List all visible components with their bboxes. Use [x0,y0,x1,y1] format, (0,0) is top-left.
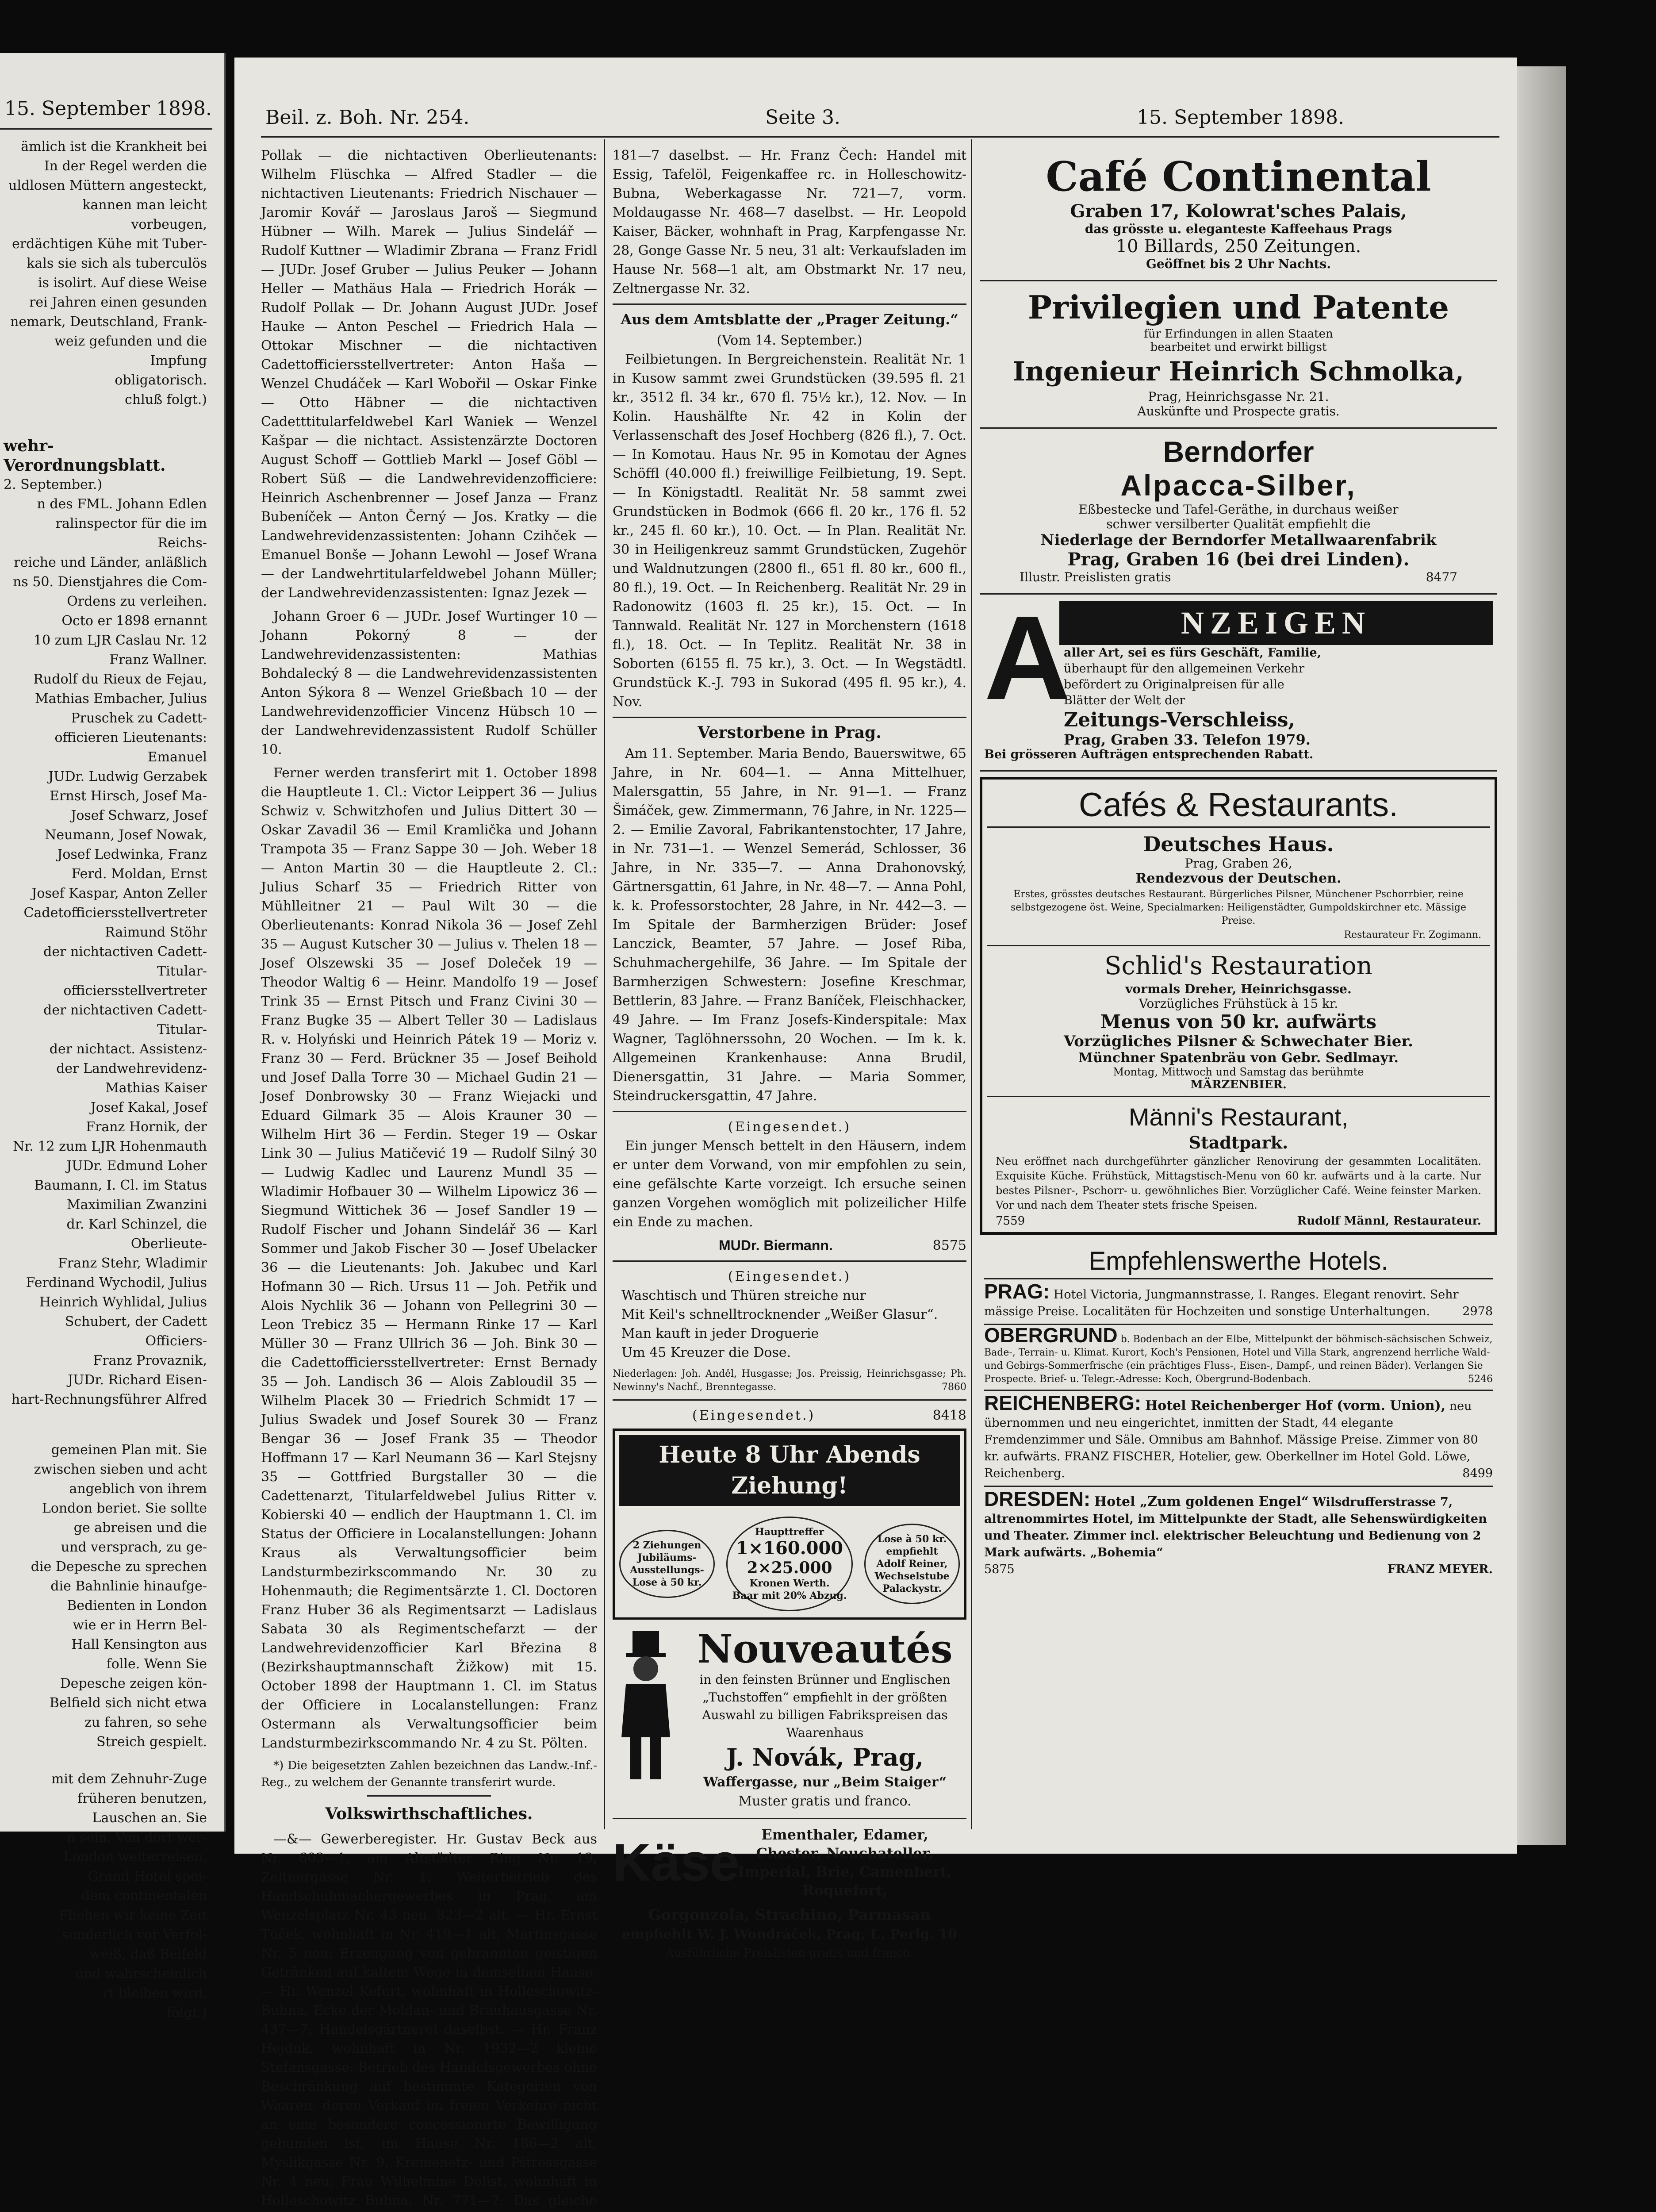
patente-title: Privilegien und Patente [1027,288,1449,326]
kaese-line: Imperial, Brie, Camenbert, Roquefort, [738,1863,952,1899]
text-line: Josef Schwarz, Josef [71,808,207,823]
text-line: zwischen sieben und acht [34,1462,207,1477]
text-line: London weiterreisen, [63,1849,207,1865]
text-line: Cadetofficiersstellvertreter [23,905,207,921]
text-line: Josef Kakal, Josef [90,1100,207,1115]
text-line: nemark, Deutschland, Frank- [10,314,207,330]
divider [613,717,966,718]
hotel-head: Hotel „Zum goldenen Engel“ [1094,1494,1309,1509]
maenni-title: Männi's Restaurant, [1128,1103,1349,1131]
kaese-note: Ausführliche Preislisten gratis und franco. [666,1947,913,1960]
schlid-line: Vorzügliches Frühstück à 15 kr. [1138,996,1338,1011]
text-line: Grand Hotel spei- [88,1869,207,1884]
text-line: der nichtact. Assistenz- [49,1041,207,1057]
text-line: angeblich von ihrem [69,1481,207,1497]
text-line: Bedienten in London [67,1598,207,1613]
kaese-ad [613,1819,966,1906]
text-line: früheren benutzen, [77,1791,207,1806]
text-line: Maximilian Zwanzini [66,1197,207,1213]
ein2-line: Um 45 Kreuzer die Dose. [621,1345,791,1360]
text-line: In der Regel werden die [44,158,207,174]
col1-register: —&— Gewerberegister. Hr. Gustav Beck aus Nr. 603—1, am Altstädter Ring Nr. 19, Zeltnergasse Nr. 1: Weiterbetrieb des Handschuhmachergewerbes in Prag, am Wenzelsplatz Nr. 43 neu, 823—2 alt. — Hr. Ernst Tuček, wohnhaft in Nr. 419—1 alt, Martinsgasse Nr. 5 neu: Erzeugung von gebrannten geistigen Getränken auf kaltem Wege in demselben Hause. — Hr. Wenzel Kefurt, wohnhaft in Holleschowitz-Bubna, Ecke der Moldau- und Bräuhausgasse Nr. 437—7: Handelsgärtnerei daselbst. — Hr. Franz Hejduk, wohnhaft in Nr. 1932—2 kleine Stefansgasse: Betrieb des Handelsgewerbes ohne Beschränkung auf bestimmte Kategorien von Waaren, deren Verkauf im freien Verkehre nicht an eine besondere concessionirte Bewilligung gebunden ist, im Hause Nr. 186—2 alt, Myslikgasse Nr. 9, Kremenetz- und Pštrossgasse Nr. 4 neu; Frau Wilhelmine Dolist, wohnhaft in Holleschowitz Bubna, Nr. 771—7: Das gleiche [261,1832,597,2208]
cafe-continental-ad [980,146,1497,281]
text-line: ämlich ist die Krankheit bei [21,139,207,154]
text-line: Hall Kensington aus [71,1637,207,1652]
column-2 [613,146,966,1960]
text-line: JUDr. Ludwig Gerzabek [48,769,207,784]
berndorf-footer [984,570,1493,584]
col1-para: Pollak — die nichtactiven Oberlieutenants: Wilhelm Flüschka — Alfred Stadler — die nichtactiven Lieutenants: Friedrich Nischauer — Jaromir Kovář — Jaroslaus Jaroš — Siegmund Hübner — Wilh. Marek — Julius Sindelář — Rudolf Kuttner — Wladimir Zbrana — Franz Fridl — JUDr. Josef Gruber — Julius Peuker — Johann Heller — Mathäus Hala — Friedrich Horák — Rudolf Pollak — Dr. Johann August JUDr. Josef Hauke — Anton Peschel — Friedrich Hala — Ottokar Mischner — die nichtactiven Cadettofficiersstellvertreter: Anton Haša — Wenzel Chudáček — Karl Wobořil — Oskar Finke — Otto Häbner — die nichtactiven Cadetttitularfeldwebel Karl Waniek — Wenzel Kašpar — die nichtact. Assistenzärzte Doctoren August Schoff — Gottlieb Markl — Josef Göbl — Robert Süß — die Landwehrevidenzofficiere: Heinrich Aschenbrenner — Josef Janza — Franz Bubeníček — Anton Černý — Jos. Kratky — die Landwehrevidenzassistenten: Johann Czihček — Emanuel Bonše — Johann Lewohl — Josef Wrana — der Landwehrtitularfeldwebel Johann Müller; der Landwehrevidenzassistenten: Ignaz Jezek — [261,148,597,601]
text-line: folle. Wenn Sie [106,1656,207,1672]
oval-line: 2 Ziehungen [632,1540,702,1551]
text-line: Lauschen an. Sie [92,1810,207,1826]
text-line: chluß folgt.) [125,392,207,407]
ein2-small [613,1367,966,1394]
text-line: officiersstellvertreter [63,983,207,998]
schlid-line: vormals Dreher, Heinrichsgasse. [1125,982,1352,996]
text-line: hart-Rechnungsführer Alfred [11,1392,207,1407]
nouveautes-address: Waffergasse, nur „Beim Staiger“ [703,1774,947,1790]
dh-text: Erstes, grösstes deutsches Restaurant. Bürgerliches Pilsner, Münchener Pschorrbier, reine selbstgezogene öst. Weine, Specialmarken: Heiligenstädter, Gumpoldskirchner etc. Mässige Preise. [1010,889,1467,926]
dh-line: Prag, Graben 26, [1184,856,1292,871]
column-1 [261,146,597,2208]
text-line: Josef Kaspar, Anton Zeller [31,886,207,901]
hotel-dresden [984,1487,1493,1582]
schlid-line: Vorzügliches Pilsner & Schwechater Bier. [1063,1033,1414,1050]
dh-signature: Restaurateur Fr. Zogimann. [987,929,1490,946]
ein1-signature: MUDr. Biermann. [719,1237,833,1253]
lottery-ovals [615,1510,964,1617]
text-line: officieren Lieutenants: Emanuel [54,730,207,765]
text-line: dem continentalen [81,1888,207,1904]
text-line: Josef Ledwinka, Franz [57,847,207,862]
text-line: die Depesche zu sprechen [31,1559,207,1575]
text-line: ge abreisen und die [73,1520,207,1536]
divider [613,1399,966,1401]
hotel-text: Wilsdrufferstrasse 7, altrenommirtes Hotel, im Mittelpunkte der Stadt, alle Sehenswürdigkeiten und Theater. Zimmer incl. elektrischer Beleuchtung und Bedienung von 2 Mark aufwärts. „Bohemia“ [984,1495,1487,1559]
text-line: Ordens zu verleihen. [67,594,207,609]
berndorf-line: Eßbestecke und Tafel-Geräthe, in durchaus weißer [1078,502,1399,517]
hotel-text: neu übernommen und neu eingerichtet, inmitten der Stadt, 44 elegante Fremdenzimmer und Säle. Omnibus am Bahnhof. Mässige Preise. Zimmer von 80 kr. aufwärts. FRANZ FISCHER, Hotelier, gew. Oberkellner im Hotel Gold. Löwe, Reichenberg. [984,1399,1478,1480]
text-line: Baumann, I. Cl. im Status [34,1178,207,1193]
oval-line: Ausstellungs- [630,1564,704,1576]
oval-line: Jubiläums- [637,1552,697,1563]
left-page [0,53,226,2020]
anzeigen-title: NZEIGEN [1059,601,1493,645]
text-line: und wahrscheinlich [75,1966,207,1982]
oval-line: 2×25.000 [747,1559,832,1577]
cafe-line: Geöffnet bis 2 Uhr Nachts. [1146,257,1331,271]
text-line: Neumann, Josef Nowak, [45,827,207,843]
col1-para: Johann Groer 6 — JUDr. Josef Wurtinger 10 — Johann Pokorný 8 — der Landwehrevidenzassistenten: Mathias Bohdalecký 8 — die Landwehrevidenzassistenten Anton Sýkora 8 — Wenzel Grießbach 10 — der Landwehrevidenzofficier Vincenz Hübsch 10 — der Landwehrevidenzassistent Rudolf Schüller 10. [261,609,597,757]
left-page-text [4,137,207,2023]
kaese-line: Chester, Neuchateller, [756,1845,934,1862]
col1-para: Ferner werden transferirt mit 1. October 1898 die Hauptleute 1. Cl.: Victor Leippert 36 — Julius Schwiz v. Schwitzhofen und Julius Dittert 30 — Oskar Zavadil 36 — Emil Kramlička und Johann Trampota 35 — Franz Sappe 30 — Joh. Weber 18 — Anton Martin 30 — die Hauptleute 2. Cl.: Julius Scharf 35 — Friedrich Ritter von Mühlleitner 21 — Paul Wilt 30 — die Oberlieutenants: Konrad Nikola 36 — Josef Zehl 35 — August Kutscher 30 — Julius v. Thelen 18 — Josef Olszewski 35 — Josef Doleček 19 — Theodor Waltig 6 — Heinr. Mandolfo 19 — Josef Trink 35 — Ernst Pitsch und Franz Civini 30 — Franz Bugke 35 — Albert Teller 30 — Ladislaus R. v. Holyński und Heinrich Pátek 19 — Moriz v. Franz 30 — Ferd. Brückner 35 — Josef Beihold und Josef Dalla Torre 30 — Michael Gudin 21 — Josef Donbrowsky 30 — Franz Wiejacki und Eduard Gilmark 35 — Alois Krauner 30 — Wilhelm Hirt 36 — Ferdin. Steger 19 — Oskar Link 30 — Julius Matičević 19 — Rudolf Silný 30 — Ludwig Kadlec und Laurenz Mundl 35 — Wladimir Hofbauer 30 — Wilhelm Lipowicz 36 — Siegmund Wittichek 36 — Josef Sandler 19 — Rudolf Fischer und Johann Sindelář 36 — Karl Sommer und Jakob Fischer 30 — Josef Ubelacker 36 — die Lieutenants: Joh. Jakubec und Karl Hofmann 30 — Rich. Ursus 11 — Joh. Petřik und Alois Nychlik 36 — Johann von Pellegrini 30 — Leon Trebicz 35 — Hermann Rinke 17 — Karl Müller 30 — Franz Ullrich 36 — Joh. Bink 30 — die Cadettofficiersstellvertreter: Ernst Bernady 35 — Joh. Landisch 36 — Alois Zabloudil 35 — Wilhelm Placek 30 — Friedrich Schmidt 17 — Julius Swadek und Josef Sourek 30 — Franz Bengar 36 — Josef Frank 35 — Theodor Hoffmann 17 — Karl Neumann 36 — Karl Stejsny 35 — Gottfried Burgstaller 30 — die Cadettenarzt, Titularfeldwebel Julius Ritter v. Kobierski 40 — endlich der Hauptmann 1. Cl. im Status der Officiere in Localanstellungen: Johann Kraus als Verwaltungsofficier beim Landsturmbezirkscommando Nr. 30 zu Hohenmauth; die Regimentsärzte 1. Cl. Doctoren Franz Huber 36 als Regimentsarzt — Ladislaus Sabata 30 als Regimentschefarzt — der Landwehrevidenzofficier Karl Březina 8 (Bezirkshauptmannschaft Žižkow) mit 15. October 1898 der Hauptmann 1. Cl. im Status der Officiere in Localanstellungen: Franz Ostermann als Verwaltungsofficier beim Landsturmbezirkscommando Nr. 4 zu St. Pölten. [261,765,597,1751]
dh-line: Rendezvous der Deutschen. [1135,871,1342,886]
left-page-lines-2 [4,495,207,1409]
col2-top-para: 181—7 daselbst. — Hr. Franz Čech: Handel mit Essig, Tafelöl, Feigenkaffee rc. in Holleschowitz-Bubna, Weberkagasse Nr. 721—7, vorm. Moldaugasse Nr. 468—7 daselbst. — Hr. Leopold Kaiser, Bäcker, wohnhaft in Prag, Karpfengasse Nr. 28, Gonge Gasse Nr. 5 neu, 31 alt: Verkaufsladen im Hause Nr. 568—1 alt, am Obstmarkt Nr. 17 neu, Zeltnergasse Nr. 32. [613,148,966,296]
maenni-text: Neu eröffnet nach durchgeführter gänzlicher Renovirung der gesammten Localitäten. Exquisite Küche. Frühstück, Mittagstisch-Menu von 60 kr. aufwärts und à la carte. Nur bestes Pilsner-, Pschorr- u. gewöhnliches Bier. Vorzüglicher Café. Weine feinster Marken. Vor und nach dem Theater stets frische Speisen. [996,1155,1481,1211]
amtsblatt-title: Aus dem Amtsblatte der „Prager Zeitung.“ [621,311,958,328]
maenni-number: 7559 [996,1214,1025,1228]
hotel-number: 2978 [1462,1305,1493,1318]
hotel-obergrund [984,1325,1493,1391]
ein1-text: Ein junger Mensch bettelt in den Häusern, indem er unter dem Vorwand, von mir empfohlen zu sein, eine gefälschte Karte vorzeigt. Ich ersuche seinen ganzen Vorgehen womöglich mit polizeilicher Hilfe ein Ende zu machen. [613,1138,966,1230]
text-line: Mathias Embacher, Julius [34,691,207,707]
anzeigen-line: Zeitungs-Verschleiss, [1064,709,1295,731]
text-line: n des FML. Johann Edlen [37,496,207,512]
text-line: n sein. Von dort wer- [67,1830,207,1845]
text-line: folgt.) [166,2005,207,2020]
text-line: Octo er 1898 ernannt [61,613,207,629]
text-line: kals sie sich als tuberculös [27,256,207,271]
text-line: Pruschek zu Cadett- [71,710,207,726]
amtsblatt-subtitle: (Vom 14. September.) [717,333,862,348]
berndorf-line: Prag, Graben 16 (bei drei Linden). [1067,549,1410,570]
nouveautes-firm: J. Novák, Prag, [726,1743,924,1771]
hotels-ad [980,1240,1497,1586]
ein2-small-text: Niederlagen: Joh. Anděl, Husgasse; Jos. Preissig, Heinrichsgasse; Ph. Newinny's Nachf., Brenntegasse. [613,1368,966,1393]
text-line: dr. Karl Schinzel, die Oberlieute- [66,1217,207,1252]
oval-line: Wechselstube [874,1571,950,1582]
header-date: 15. September 1898. [1137,106,1344,129]
page-edge [1517,66,1566,1845]
left-page-date: 15. September 1898. [4,97,212,120]
text-line: die Bahnlinie hinaufge- [50,1578,207,1594]
text-line: sonderlich vor Verfol- [62,1927,207,1943]
hotel-city: PRAG: [984,1280,1050,1303]
berndorf-line: Illustr. Preislisten gratis [1020,570,1171,584]
lottery-oval-left [619,1530,715,1598]
text-line: Mathias Kaiser [105,1080,207,1096]
berndorf-title-1: Berndorfer [1163,435,1314,468]
text-line: Ferd. Moldan, Ernst [71,866,207,882]
hotel-number: 8499 [1462,1467,1493,1480]
oval-line: Adolf Reiner, [876,1558,948,1570]
text-line: der nichtactiven Cadett-Titular- [43,1002,207,1037]
hotels-title: Empfehlenswerthe Hotels. [984,1244,1493,1279]
hotel-city: DRESDEN: [984,1487,1091,1510]
text-line: zu fahren, so sehe [84,1715,207,1730]
patente-name: Ingenieur Heinrich Schmolka, [1012,356,1464,387]
text-line: ns 50. Dienstjahres die Com- [13,574,207,590]
schlid-line: Montag, Mittwoch und Samstag das berühmte [1113,1066,1364,1078]
anzeigen-letter: A [984,591,1070,725]
left-page-rule [0,128,212,130]
kaese-line: Ementhaler, Edamer, [761,1826,928,1843]
text-line: is isolirt. Auf diese Weise [38,275,207,291]
text-line: weiß, daß Belfeld [89,1947,207,1962]
column-3 [980,146,1497,1836]
patente-line: Prag, Heinrichsgasse Nr. 21. [1148,389,1329,404]
deaths-title: Verstorbene in Prag. [698,723,882,742]
text-line: rei Jahren einen gesunden [29,295,207,310]
schlid-line: Münchner Spatenbräu von Gebr. Sedlmayr. [1078,1050,1399,1066]
lottery-ad [613,1429,966,1620]
text-line: Heinrich Wyhlidal, Julius [39,1294,207,1310]
divider [613,303,966,305]
cafe-continental-title: Café Continental [1046,153,1431,200]
berndorf-ad [980,429,1497,595]
nouveautes-ad [613,1620,966,1819]
text-line: der nichtactiven Cadett-Titular- [43,944,207,979]
cafes-restaurants-ad [980,777,1497,1235]
header-rule [261,136,1499,138]
oval-line: Kronen Werth. [749,1578,830,1589]
oval-line: 1×160.000 [736,1538,843,1559]
kaese-title: Käse [613,1833,740,1892]
newspaper-page [234,58,1517,2208]
section-title-economy: Volkswirthschaftliches. [325,1805,533,1823]
oval-line: Baar mit 20% Abzug. [732,1590,847,1601]
text-line: Depesche zeigen kön- [60,1676,207,1691]
patente-line: Auskünfte und Prospecte gratis. [1137,404,1340,419]
lottery-oval-right [864,1524,960,1604]
anzeigen-line: aller Art, sei es fürs Geschäft, Familie, [1064,646,1322,660]
ein1-number: 8575 [932,1238,966,1253]
text-line: Raimund Stöhr [105,925,207,940]
ein1-footer [613,1236,966,1255]
text-line: und versprach, zu ge- [61,1540,207,1555]
text-line: rt bleiben wird. [102,1985,207,2001]
berndorf-number: 8477 [1426,570,1457,584]
nouveautes-note: Muster gratis und franco. [738,1793,912,1809]
cafes-title: Cafés & Restaurants. [987,784,1490,828]
text-line: der Landwehrevidenz- [56,1061,207,1076]
anzeigen-line: Blätter der Welt der [1064,694,1185,707]
ein2-line: Mit Keil's schnelltrocknender „Weißer Glasur“. [621,1307,938,1322]
text-line: JUDr. Richard Eisen- [68,1372,207,1388]
gentleman-figure-icon [613,1627,683,1811]
text-line: 10 zum LJR Caslau Nr. 12 [33,633,207,648]
deaths-text: Am 11. September. Maria Bendo, Bauerswitwe, 65 Jahre, in Nr. 604—1. — Anna Mittelhuer, Malersgattin, 55 Jahre, in Nr. 91—1. — Franz Šimáček, gew. Zimmermann, 76 Jahre, in Nr. 1225—2. — Emilie Zavoral, Fabrikantenstochter, 17 Jahre, in Nr. 731—1. — Wenzel Semerád, Schlosser, 36 Jahre, in Nr. 335—7. — Anna Drahonovský, Gärtnersgattin, 61 Jahre, in Nr. 48—7. — Anna Pohl, k. k. Professorstochter, 28 Jahre, in Nr. 442—3. — Im Spitale der Barmherzigen Brüder: Josef Lanczick, Beamter, 57 Jahre. — Josef Riba, Schuhmachergehilfe, 36 Jahre. — Im Spitale der Barmherzigen Schwestern: Josefine Kreschmar, Bettlerin, 83 Jahre. — Franz Baníček, Fleischhacker, 49 Jahre. — Im Franz Josefs-Kinderspitale: Max Wagner, Taglöhnerssohn, 20 Wochen. — Im k. k. Allgemeinen Krankenhause: Anna Brudil, Dienersgattin, 31 Jahre. — Maria Sommer, Steindruckersgattin, 47 Jahre. [613,746,966,1104]
ein3-header [613,1406,966,1425]
ein3-number: 8418 [932,1408,966,1423]
lottery-oval-center [726,1517,853,1611]
cafe-line: das grösste u. eleganteste Kaffeehaus Prags [1085,222,1392,236]
oval-line: Lose à 50 kr. [877,1533,947,1545]
dh-title: Deutsches Haus. [1143,832,1334,856]
text-line: JUDr. Edmund Loher [66,1158,207,1174]
lottery-headline: Heute 8 Uhr Abends Ziehung! [617,1433,962,1508]
kaese-firm: empfiehlt W. J. Wondráček, Prag, I., Perlg. 10 [622,1927,957,1942]
hotel-number: 5875 [984,1563,1015,1576]
anzeigen-line: Bei grösseren Aufträgen entsprechenden Rabatt. [984,748,1314,761]
text-line: Belfield sich nicht etwa [49,1695,207,1711]
text-line: reiche und Länder, anläßlich [14,555,207,570]
berndorf-line: schwer versilberter Qualität empfiehlt die [1106,517,1371,531]
text-line: Streich gespielt. [96,1734,207,1750]
header-issue: Beil. z. Boh. Nr. 254. [265,106,470,129]
text-line: Rudolf du Rieux de Fejau, [33,672,207,687]
text-line: ralinspector für die im Reichs- [55,516,207,551]
oval-line: Haupttreffer [755,1526,824,1538]
text-line: erdächtigen Kühe mit Tuber- [12,236,207,252]
text-line: weiz gefunden und die Impfung [54,334,207,369]
left-page-heading: wehr-Verordnungsblatt. [4,437,166,475]
text-line: Ferdinand Wychodil, Julius [26,1275,207,1290]
hotel-signature: FRANZ MEYER. [1387,1563,1493,1576]
anzeigen-ad [980,591,1497,772]
text-line: Nr. 12 zum LJR Hohenmauth [13,1139,207,1154]
left-page-lines-4 [4,1770,207,2023]
text-line: gemeinen Plan mit. Sie [51,1442,207,1458]
patente-line: für Erfindungen in allen Staaten [1144,327,1333,341]
maenni-subtitle: Stadtpark. [1188,1133,1288,1152]
hotel-city: OBERGRUND [984,1324,1118,1347]
ein2-label: (Eingesendet.) [728,1269,851,1284]
text-line: obligatorisch. [115,373,207,388]
text-line: kannen man leicht vorbeugen, [82,197,207,232]
text-line: mit dem Zehnuhr-Zuge [51,1771,207,1787]
hotel-head: Hotel Reichenberger Hof (vorm. Union), [1145,1398,1446,1413]
schlid-title: Schlid's Restauration [1104,952,1372,980]
left-page-lines-1 [4,137,207,410]
nouveautes-title: Nouveautés [697,1626,953,1672]
schlid-line: MÄRZENBIER. [987,1078,1490,1097]
text-line: wie er in Herrn Bel- [73,1617,207,1633]
text-line: Franz Wallner. [109,652,207,668]
oval-line: Lose à 50 kr. [632,1577,702,1588]
divider [613,1111,966,1112]
cafe-line: Graben 17, Kolowrat'sches Palais, [1070,201,1407,222]
col1-footnote: *) Die beigesetzten Zahlen bezeichnen das Landw.-Inf.-Reg., zu welchem der Genannte transferirt wurde. [261,1759,597,1789]
column-rule-1 [604,139,605,1829]
ein3-label: (Eingesendet.) [692,1408,816,1423]
hotel-text: Hotel Victoria, Jungmannstrasse, I. Ranges. Elegant renovirt. Sehr mässige Preise. Localitäten für Hochzeiten und sonstige Unterhaltungen. [984,1288,1459,1318]
text-line: uldlosen Müttern angesteckt, [8,178,207,193]
text-line: Franz Stehr, Wladimir [58,1256,207,1271]
berndorf-title-2: Alpacca-Silber, [1120,469,1357,502]
hotel-text: b. Bodenbach an der Elbe, Mittelpunkt der böhmisch-sächsischen Schweiz, Bade-, Terrain- u. Klimat. Kurort, Koch's Pensionen, Hotel und Villa Stark, angrenzend herrliche Wald- und Gebirgs-Sommerfrische (ein prächtiges Fluss-, Eisen-, Dampf-, und reinen Bäder). Verlangen Sie Prospecte. Brief- u. Telegr.-Adresse: Koch, Obergrund-Bodenbach. [984,1334,1493,1385]
ein2-line: Waschtisch und Thüren streiche nur [621,1288,866,1303]
hotel-reichenberg [984,1391,1493,1487]
oval-line: Palackystr. [882,1583,942,1594]
text-line: Schubert, der Cadett Officiers- [65,1314,207,1349]
text-line: Fliehen wir keine Zeit [58,1908,207,1923]
kaese-line: Gorgonzola, Strachino, Parmasan [648,1906,931,1924]
left-page-subheading: 2. September.) [4,477,103,492]
hotel-dresden-footer [984,1561,1493,1578]
cafe-line: 10 Billards, 250 Zeitungen. [1116,236,1361,257]
hotel-prag [984,1279,1493,1325]
section-rule [367,1795,491,1797]
amtsblatt-text: Feilbietungen. In Bergreichenstein. Realität Nr. 1 in Kusow sammt zwei Grundstücken (39.595 fl. 21 kr., 3512 fl. 34 kr., 670 fl. 75½ kr.), 12. Nov. — In Kolin. Haushälfte Nr. 42 in Kolin der Verlassenschaft des Josef Hochberg (826 fl.), 7. Oct. — In Komotau. Haus Nr. 95 in Komotau der Agnes Schöffl (40.000 fl.) freiwillige Feilbietung, 19. Sept. — In Königstadtl. Realität Nr. 58 sammt zwei Grundstücken in Bodmok (666 fl. 20 kr., 176 fl. 52 kr., 245 fl. 60 kr.), 10. Oct. — In Plan. Realität Nr. 30 in Heiligenkreuz sammt Grundstücken, Zugehör und Waldnutzungen (2800 fl., 651 fl. 80 kr., 600 fl., 80 fl.), 19. Oct. — In Reichenberg. Realität Nr. 29 in Radonowitz (1603 fl. 25 kr.), 15. Oct. — In Tannwald. Realität Nr. 127 in Morchenstern (1618 fl.), 18. Oct. — In Teplitz. Realität Nr. 38 in Soborten (6155 fl. 75 kr.), 3. Oct. — In Wegstädtl. Grundstück K.-J. 793 in Sukorad (495 fl. 95 kr.), 4. Nov. [613,352,966,710]
anzeigen-line: befördert zu Originalpreisen für alle [1064,678,1284,691]
ein2-number: 7860 [942,1382,966,1393]
anzeigen-line: überhaupt für den allgemeinen Verkehr [1064,662,1304,676]
anzeigen-line: Prag, Graben 33. Telefon 1979. [1064,731,1311,748]
patente-line: bearbeitet und erwirkt billigst [1150,341,1327,354]
text-line: London beriet. Sie sollte [42,1501,207,1516]
header-page-number: Seite 3. [765,106,840,129]
hotel-number: 5246 [1468,1374,1493,1385]
text-line: Ernst Hirsch, Josef Ma- [50,788,207,804]
left-page-lines-3 [4,1440,207,1752]
berndorf-line: Niederlage der Berndorfer Metallwaarenfabrik [1040,531,1437,549]
ein1-label: (Eingesendet.) [728,1119,851,1135]
text-line: Franz Hornik, der [86,1119,207,1135]
hotel-city: REICHENBERG: [984,1391,1142,1414]
divider [613,1260,966,1262]
column-rule-2 [971,139,972,1829]
text-line: Franz Provaznik, [93,1353,207,1368]
oval-line: empfiehlt [886,1546,938,1557]
maenni-footer [987,1214,1490,1228]
schlid-line: Menus von 50 kr. aufwärts [1100,1011,1377,1033]
maenni-signature: Rudolf Männl, Restaurateur. [1297,1214,1481,1228]
nouveautes-text: in den feinsten Brünner und Englischen „Tuchstoffen“ empfiehlt in der größten Auswahl zu billigen Fabrikspreisen das Waarenhaus [699,1672,951,1740]
ein2-line: Man kauft in jeder Droguerie [621,1326,819,1341]
patente-ad [980,281,1497,429]
